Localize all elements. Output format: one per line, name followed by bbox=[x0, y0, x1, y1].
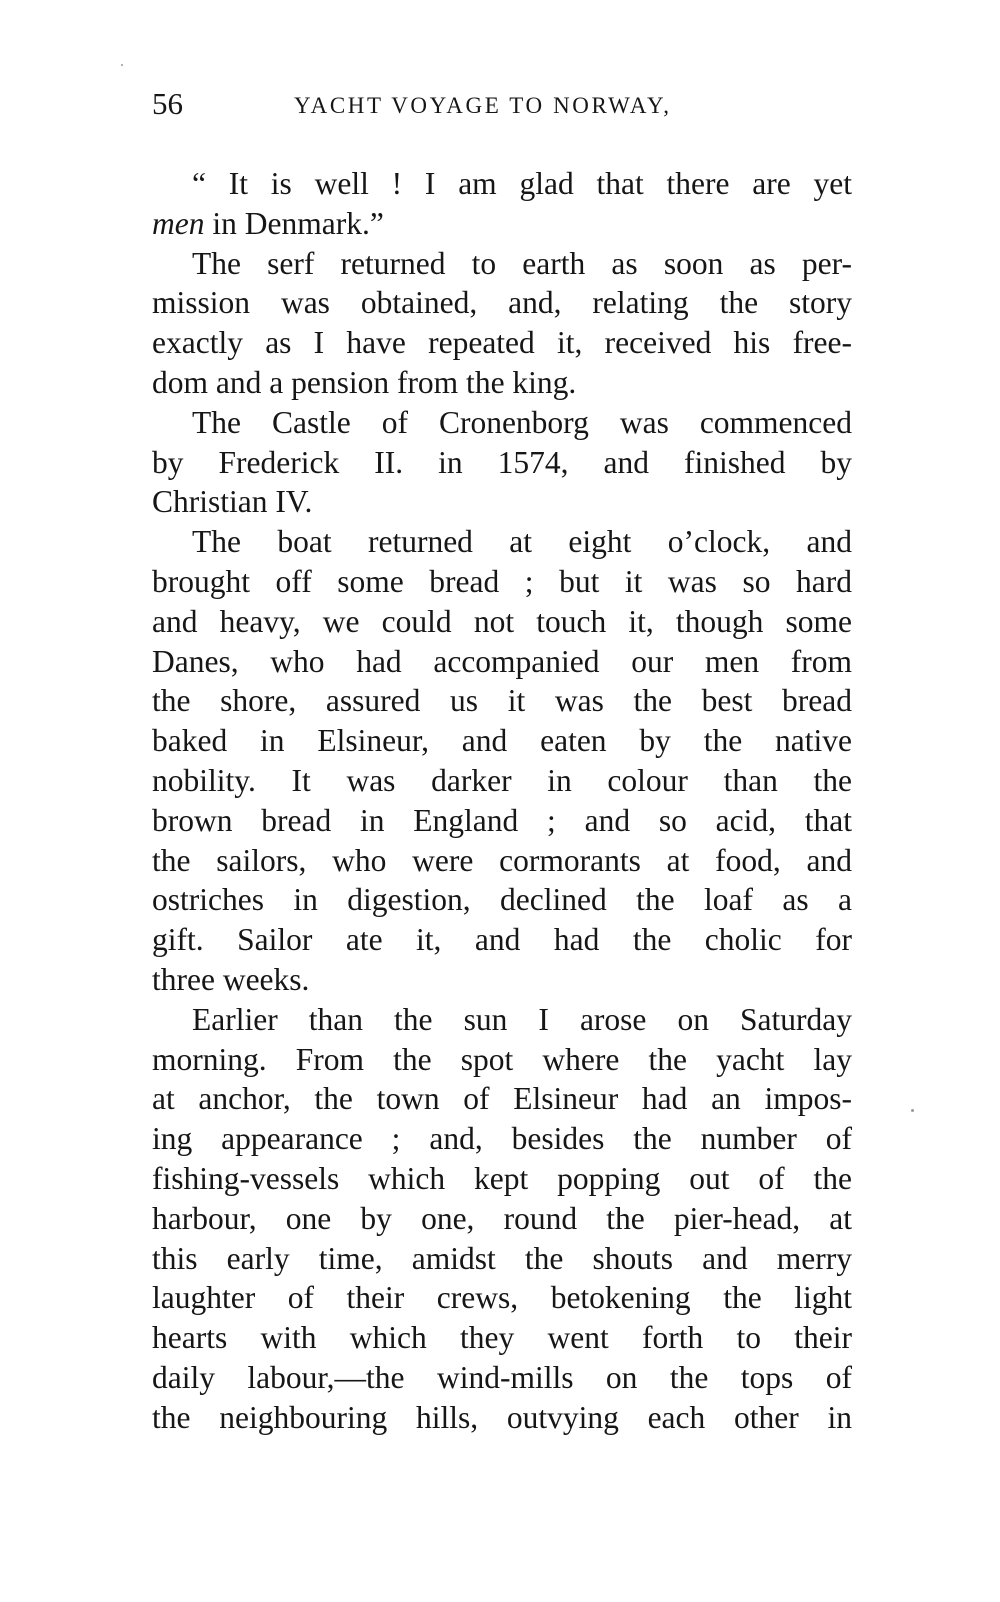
running-title: YACHT VOYAGE TO NORWAY, bbox=[294, 93, 672, 118]
text-line: Danes, who had accompanied our men from bbox=[152, 643, 852, 679]
text-line: and heavy, we could not touch it, though some bbox=[152, 603, 852, 639]
text-line: mission was obtained, and, relating the story bbox=[152, 285, 852, 321]
text-line: three weeks. bbox=[152, 961, 310, 997]
text-line: exactly as I have repeated it, received his free- bbox=[152, 325, 852, 361]
paragraph-3 bbox=[152, 403, 852, 522]
text-line: the sailors, who were cormorants at food, and bbox=[152, 842, 852, 878]
text-line: The boat returned at eight o’clock, and bbox=[192, 524, 852, 560]
text-line: hearts with which they went forth to their bbox=[152, 1320, 852, 1356]
page-number: 56 bbox=[152, 86, 183, 121]
text-line: Earlier than the sun I arose on Saturday bbox=[192, 1001, 852, 1037]
text-line: harbour, one by one, round the pier-head, at bbox=[152, 1200, 852, 1236]
text-line: Christian IV. bbox=[152, 484, 313, 520]
paper-speck bbox=[121, 64, 123, 66]
text-line: baked in Elsineur, and eaten by the native bbox=[152, 723, 852, 759]
text-line: The Castle of Cronenborg was commenced bbox=[192, 404, 852, 440]
body-text bbox=[152, 164, 852, 1438]
text-line: The serf returned to earth as soon as per- bbox=[192, 245, 852, 281]
text-line: the shore, assured us it was the best bread bbox=[152, 683, 852, 719]
text-line: daily labour,—the wind-mills on the tops of bbox=[152, 1359, 852, 1395]
running-head bbox=[152, 82, 852, 126]
text-line: nobility. It was darker in colour than the bbox=[152, 762, 852, 798]
text-line-remainder: in Denmark.” bbox=[212, 205, 384, 241]
text-line: ing appearance ; and, besides the number of bbox=[152, 1121, 852, 1157]
text-line: by Frederick II. in 1574, and finished by bbox=[152, 444, 852, 480]
emphasized-word: men bbox=[152, 205, 205, 241]
paragraph-5 bbox=[152, 1000, 852, 1438]
text-line: the neighbouring hills, outvying each other in bbox=[152, 1399, 852, 1435]
paragraph-1 bbox=[152, 164, 852, 244]
text-line: “ It is well ! I am glad that there are yet bbox=[192, 166, 852, 201]
paper-speck bbox=[911, 1109, 914, 1112]
text-line: fishing-vessels which kept popping out of the bbox=[152, 1160, 852, 1196]
paragraph-2 bbox=[152, 244, 852, 403]
paragraph-4 bbox=[152, 522, 852, 1000]
text-line: dom and a pension from the king. bbox=[152, 364, 577, 400]
text-line: this early time, amidst the shouts and merry bbox=[152, 1240, 852, 1276]
text-line: brown bread in England ; and so acid, that bbox=[152, 802, 852, 838]
text-line: gift. Sailor ate it, and had the cholic for bbox=[152, 922, 852, 958]
text-line: laughter of their crews, betokening the light bbox=[152, 1280, 852, 1316]
text-line: ostriches in digestion, declined the loaf as a bbox=[152, 882, 852, 918]
text-line: at anchor, the town of Elsineur had an impos- bbox=[152, 1081, 852, 1117]
text-line: morning. From the spot where the yacht lay bbox=[152, 1041, 852, 1077]
text-line bbox=[152, 204, 852, 244]
text-line: brought off some bread ; but it was so hard bbox=[152, 563, 852, 599]
